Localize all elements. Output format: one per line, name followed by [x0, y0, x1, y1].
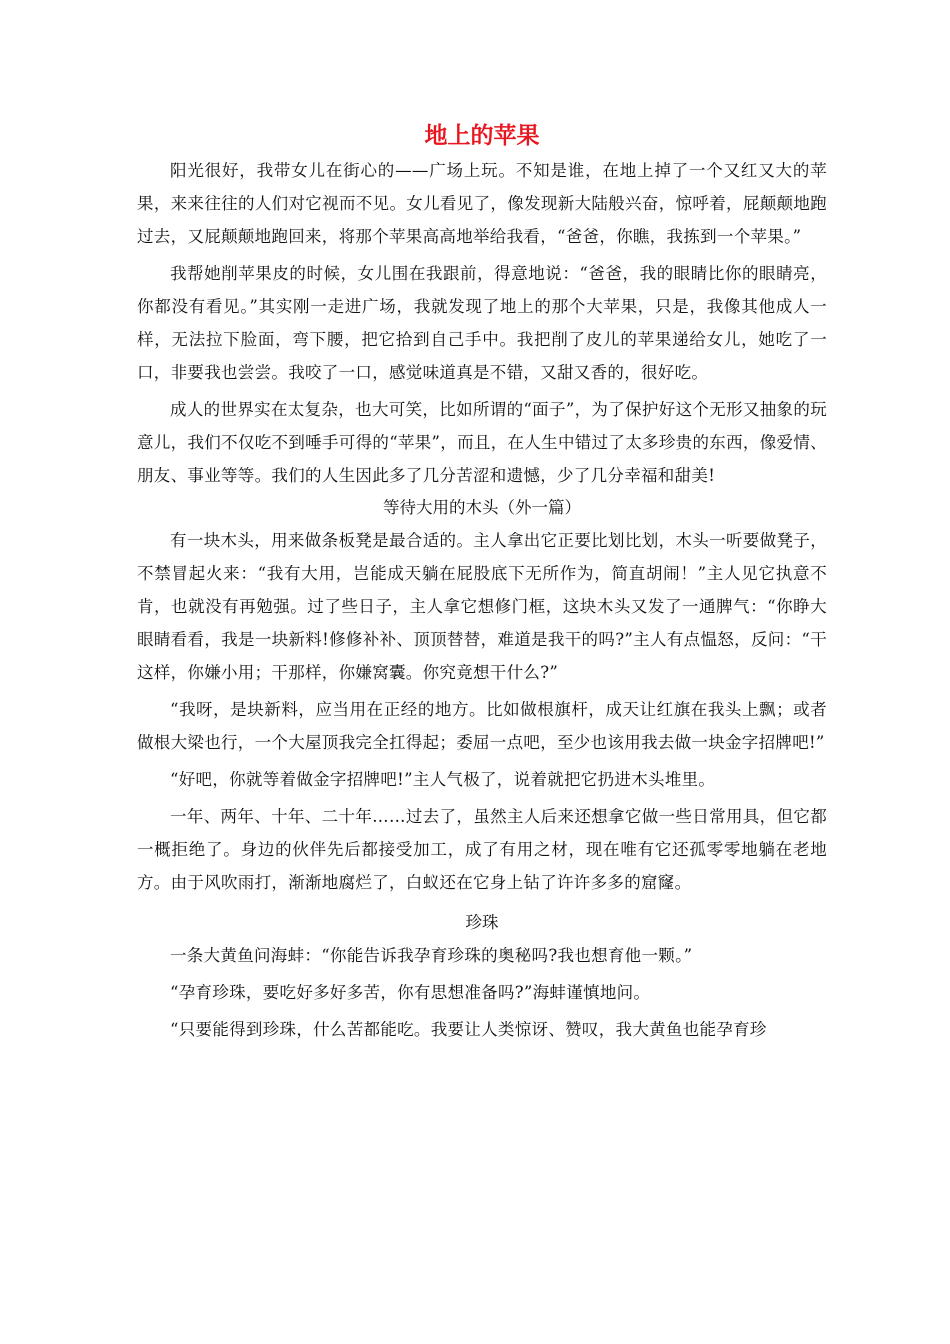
paragraph: “只要能得到珍珠，什么苦都能吃。我要让人类惊讶、赞叹，我大黄鱼也能孕育珍	[170, 1020, 767, 1039]
section-subtitle: 等待大用的木头（外一篇）	[383, 498, 581, 517]
section-wood	[137, 492, 827, 899]
document-page	[137, 118, 827, 1046]
paragraph: 一条大黄鱼问海蚌：“你能告诉我孕育珍珠的奥秘吗?我也想育他一颗。”	[170, 946, 693, 965]
paragraph: 成人的世界实在太复杂，也大可笑，比如所谓的“面子”，为了保护好这个无形又抽象的玩意儿，我们不仅吃不到唾手可得的“苹果”，而且，在人生中错过了太多珍贵的东西，像爱情、朋友、事业等等。我们的人生因此多了几分苦涩和遗憾，少了几分幸福和甜美!	[137, 400, 827, 485]
paragraph: “我呀，是块新料，应当用在正经的地方。比如做根旗杆，成天让红旗在我头上飘；或者做根大梁也行，一个大屋顶我完全扛得起；委屈一点吧，至少也该用我去做一块金字招牌吧!”	[137, 700, 827, 752]
section-pearl	[137, 907, 827, 1046]
paragraph: 我帮她削苹果皮的时候，女儿围在我跟前，得意地说：“爸爸，我的眼睛比你的眼睛亮，你都没有看见。”其实刚一走进广场，我就发现了地上的那个大苹果，只是，我像其他成人一样，无法拉下脸面，弯下腰，把它拾到自己手中。我把削了皮儿的苹果递给女儿，她吃了一口，非要我也尝尝。我咬了一口，感觉味道真是不错，又甜又香的，很好吃。	[137, 264, 827, 382]
paragraph: “孕育珍珠，要吃好多好多苦，你有思想准备吗?”海蚌谨慎地问。	[170, 983, 651, 1002]
section-apple	[137, 154, 827, 492]
paragraph: 有一块木头，用来做条板凳是最合适的。主人拿出它正要比划比划，木头一听要做凳子，不禁冒起火来：“我有大用，岂能成天躺在屁股底下无所作为，简直胡闹！”主人见它执意不肯，也就没有再勉强。过了些日子，主人拿它想修门框，这块木头又发了一通脾气：“你睁大眼睛看看，我是一块新料!修修补补、顶顶替替，难道是我干的吗?”主人有点愠怒，反问：“干这样，你嫌小用；干那样，你嫌窝囊。你究竟想干什么?”	[137, 531, 827, 682]
section-subtitle: 珍珠	[465, 913, 499, 932]
document-title: 地上的苹果	[424, 122, 540, 149]
paragraph: “好吧，你就等着做金字招牌吧!”主人气极了，说着就把它扔进木头堆里。	[170, 770, 716, 789]
paragraph: 一年、两年、十年、二十年……过去了，虽然主人后来还想拿它做一些日常用具，但它都一概拒绝了。身边的伙伴先后都接受加工，成了有用之材，现在唯有它还孤零零地躺在老地方。由于风吹雨打，渐渐地腐烂了，白蚁还在它身上钻了许许多多的窟窿。	[137, 807, 827, 892]
paragraph: 阳光很好，我带女儿在街心的——广场上玩。不知是谁，在地上掉了一个又红又大的苹果，来来往往的人们对它视而不见。女儿看见了，像发现新大陆般兴奋，惊呼着，屁颠颠地跑过去，又屁颠颠地跑回来，将那个苹果高高地举给我看，“爸爸，你瞧，我拣到一个苹果。”	[137, 161, 827, 246]
